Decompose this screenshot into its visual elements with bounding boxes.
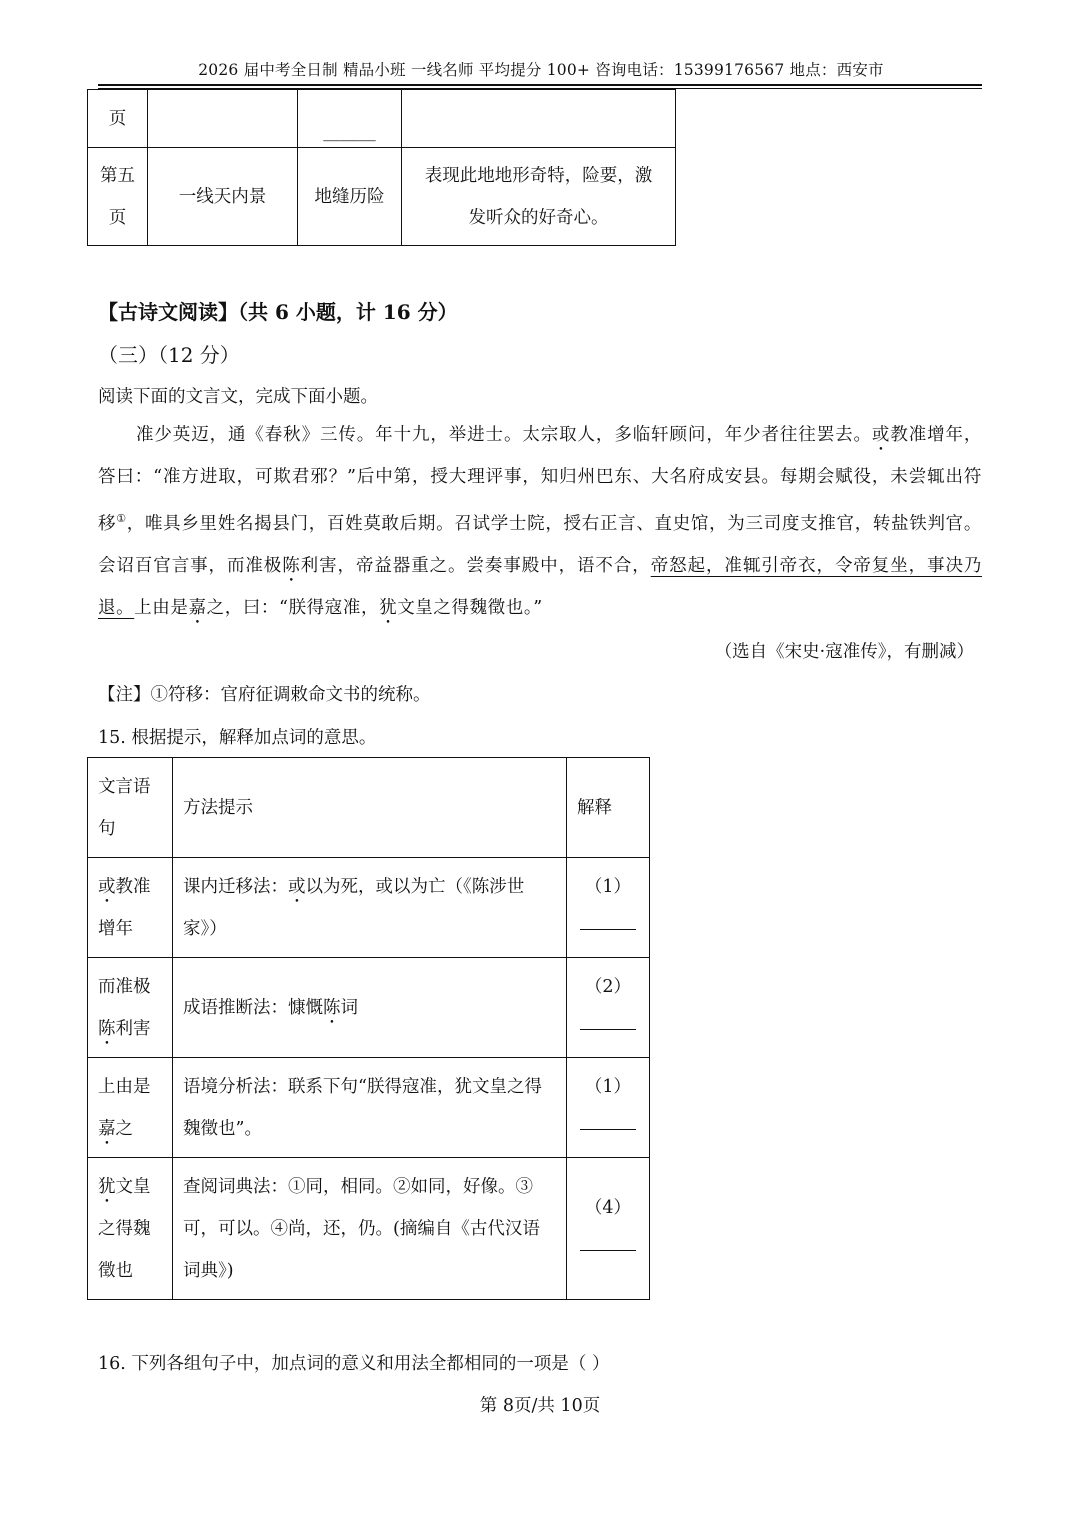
page-number: 第 8页/共 10页 [479,1396,601,1416]
dotted-word: 陈 [98,1018,116,1039]
answer-number: （1） [584,1076,632,1097]
dotted-word: 嘉 [98,1118,116,1139]
table-row [88,858,650,958]
cell-text: 而准极 [98,976,151,997]
table-row [88,148,676,246]
question-15-prompt: 15. 根据提示，解释加点词的意思。 [98,728,377,748]
table-cell [402,148,676,246]
classical-passage [98,414,982,629]
passage-text: 之，曰：“朕得寇准， [206,597,380,618]
outline-table [87,89,676,246]
header-cell: 解释 [567,758,650,858]
sentence-cell [88,958,173,1058]
cell-text: 之 [115,1118,133,1139]
table-cell: 一线天内景 [148,148,298,246]
question-15-table [87,757,650,1300]
cell-text: 教准增年 [98,876,151,939]
answer-cell [567,958,650,1058]
answer-blank [580,1249,636,1251]
table-row [88,90,676,148]
dotted-word: 或 [288,876,306,897]
table-row [88,1058,650,1158]
cell-text: 词 [340,997,358,1018]
dotted-word: 犹 [98,1176,116,1197]
dotted-word: 或 [98,876,116,897]
underlined-sentence: 帝怒起，准辄引帝衣，令帝复坐，事决乃退。 [98,555,983,618]
passage-text: 上由是 [134,597,189,618]
answer-number: （1） [584,876,632,897]
table-cell: 页 [88,90,148,148]
answer-cell [567,1058,650,1158]
sentence-cell [88,858,173,958]
cell-line: 页 [108,207,127,228]
answer-number: （2） [584,976,632,997]
table-cell [148,90,298,148]
cell-line: 表现此地地形奇特，险要，激 [424,165,653,186]
cell-text: 成语推断法：慷慨 [183,997,323,1018]
cell-text: 利害 [115,1018,151,1039]
passage-source: （选自《宋史·寇准传》，有删减） [714,642,974,662]
header-cell: 方法提示 [173,758,567,858]
section-title: 【古诗文阅读】（共 6 小题，计 16 分） [98,300,458,324]
cell-line: 发听众的好奇心。 [468,207,609,228]
dotted-word: 嘉 [188,597,207,618]
dotted-word: 陈 [323,997,341,1018]
table-row [88,1158,650,1300]
answer-cell [567,858,650,958]
answer-blank [580,1028,636,1030]
footnote-marker: ① [116,512,127,525]
header-cell: 文言语句 [88,758,173,858]
answer-blank [580,928,636,930]
table-cell [88,148,148,246]
instruction: 阅读下面的文言文，完成下面小题。 [98,387,378,407]
dotted-word: 或 [871,425,891,445]
question-16-prompt: 16. 下列各组句子中，加点词的意义和用法全都相同的一项是（ ） [98,1354,610,1374]
page-header: 2026 届中考全日制 精品小班 一线名师 平均提分 100+ 咨询电话：15399176567 地点：西安市 [198,61,884,79]
answer-number: （4） [584,1197,632,1218]
passage-text: 利害，帝益器重之。尝奏事殿中，语不合， [300,555,651,576]
answer-cell [567,1158,650,1300]
table-cell: 地缝历险 [298,148,402,246]
cell-text: 文皇之得魏徵也 [98,1176,151,1281]
dotted-word: 犹 [379,597,398,618]
answer-blank [580,1128,636,1130]
footnote: 【注】①符移：官府征调敕命文书的统称。 [98,685,431,705]
hint-cell [173,858,567,958]
dotted-word: 陈 [282,555,301,576]
cell-text: 上由是 [98,1076,151,1097]
cell-text: 以为死，或以为亡（《陈涉世家》） [183,876,525,939]
header-rule [98,84,982,86]
sentence-cell [88,1058,173,1158]
hint-cell: 语境分析法：联系下句“朕得寇准，犹文皇之得魏徵也”。 [173,1058,567,1158]
cell-line: 第五 [100,165,135,186]
hint-cell [173,958,567,1058]
passage-text: 准少英迈，通《春秋》三传。年十九，举进士。太宗取人，多临轩顾问，年少者往往罢去。 [136,425,872,445]
answer-blank: ______ [298,90,402,148]
table-cell [402,90,676,148]
passage-text: 教准增年，答曰：“准方进取，可欺君邪？”后中第，授大理评事，知归州巴东、大名府成安县。每期会赋役，未尝辄出符移 [98,425,983,534]
section-subtitle: （三）（12 分） [98,343,240,367]
cell-text: 课内迁移法： [183,876,288,897]
passage-text: ，唯具乡里姓名揭县门，百姓莫敢后期。召试学士院，授右正言、直史馆，为三司度支推官，转盐铁判官。会诏百官言事，而准极 [98,513,982,576]
table-header-row [88,758,650,858]
hint-cell: 查阅词典法：①同，相同。②如同，好像。③可，可以。④尚，还，仍。(摘编自《古代汉语词典》) [173,1158,567,1300]
passage-text: 文皇之得魏徵也。” [397,597,543,618]
sentence-cell [88,1158,173,1300]
table-row [88,958,650,1058]
